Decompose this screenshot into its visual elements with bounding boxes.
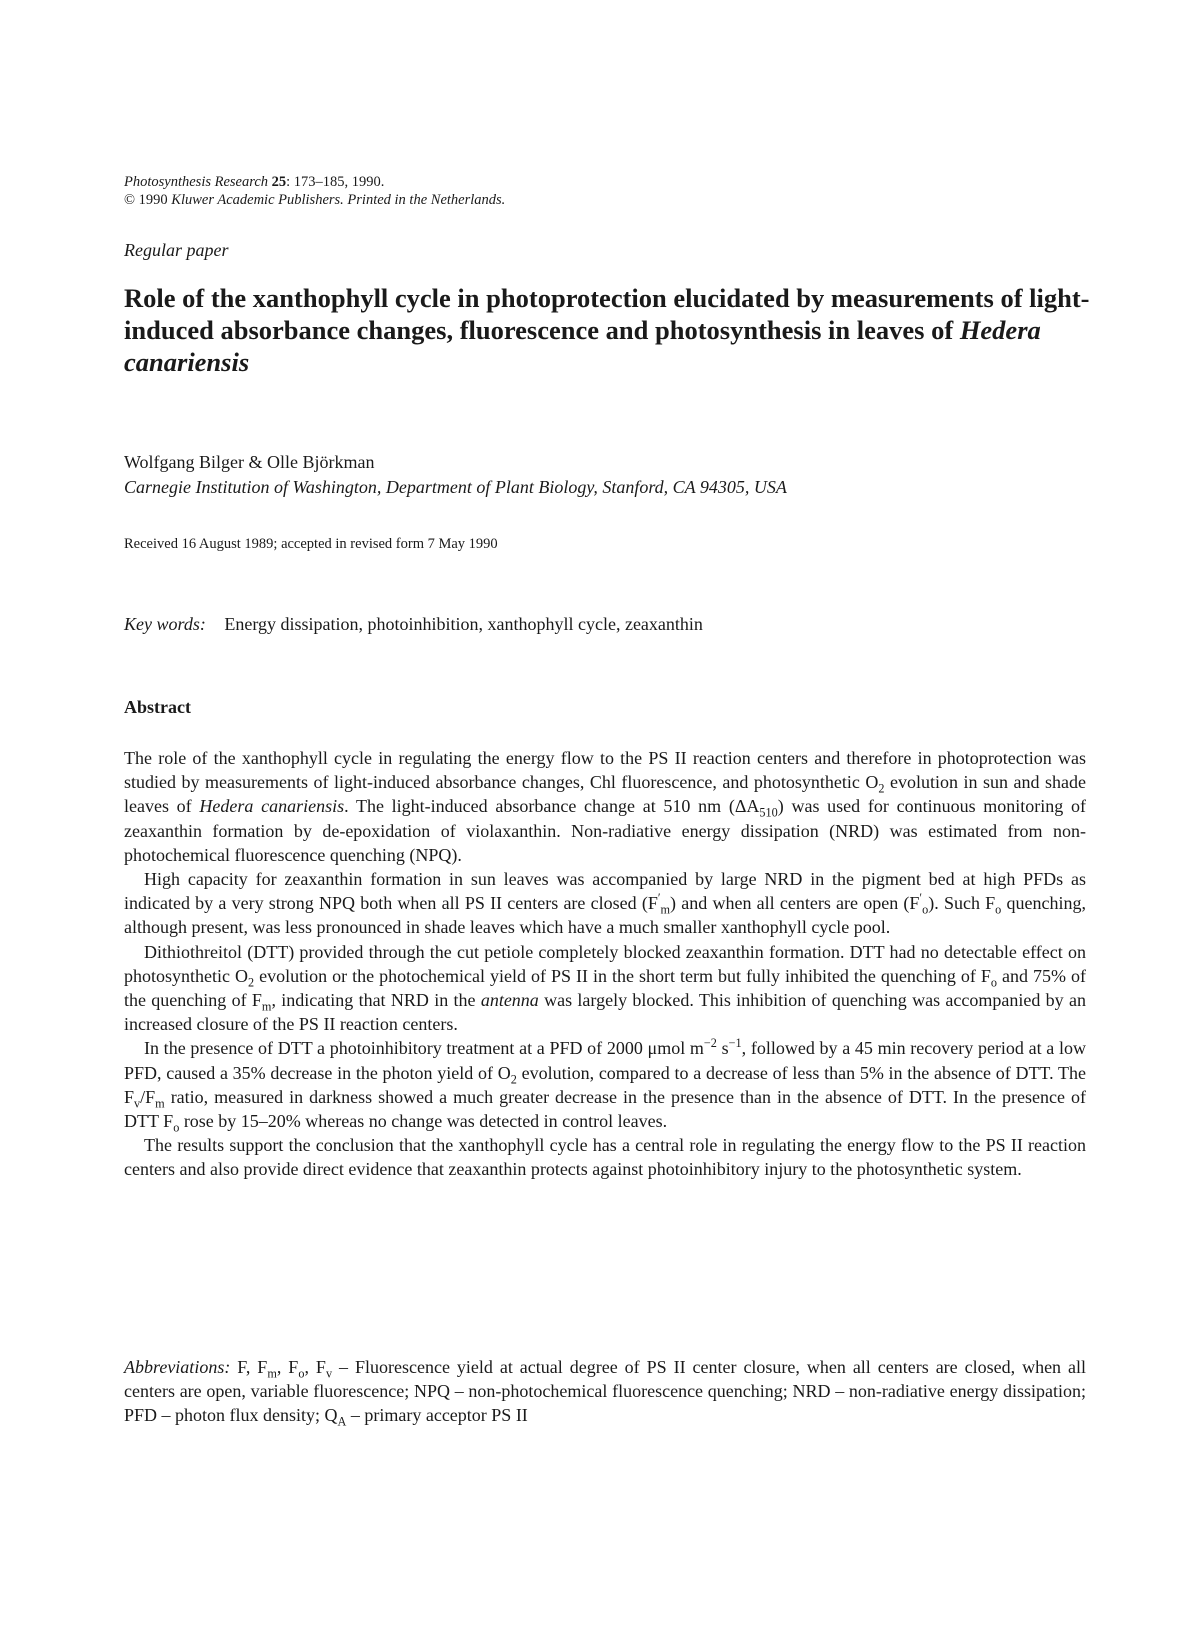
subscript: m: [660, 902, 671, 917]
text-run: quenching, although present, was less pronounced in shade leaves which have a much smaller xanthophyll cycle pool.: [124, 893, 1086, 938]
journal-line: [124, 173, 505, 191]
paper-title: [124, 282, 1104, 378]
abstract-paragraph-4: [124, 1036, 1086, 1133]
subscript: o: [995, 902, 1002, 917]
italic-term: antenna: [480, 990, 539, 1011]
received-dates: Received 16 August 1989; accepted in revised form 7 May 1990: [124, 536, 498, 552]
title-species: Hedera canariensis: [124, 315, 1041, 377]
journal-pages: : 173–185, 1990.: [286, 174, 385, 190]
subscript: v: [325, 1366, 333, 1381]
text-run: In the presence of DTT a photoinhibitory treatment at a PFD of 2000 μmol m: [144, 1038, 704, 1059]
subscript: 2: [510, 1072, 517, 1087]
abstract-paragraph-3: [124, 940, 1086, 1037]
text-run: /F: [140, 1086, 156, 1107]
subscript: 2: [878, 781, 885, 796]
authors: Wolfgang Bilger & Olle Björkman: [124, 452, 375, 472]
publisher-line: Kluwer Academic Publishers. Printed in the Netherlands.: [171, 192, 506, 208]
superscript: −1: [728, 1036, 742, 1051]
text-run: ) was used for continuous monitoring of zeaxanthin formation by de-epoxidation of violaxanthin. Non-radiative energy dissipation (NRD) was estimated from non-photochemical fluorescence quenching (NPQ).: [124, 796, 1086, 865]
text-run: – primary acceptor PS II: [346, 1405, 528, 1425]
subscript: o: [298, 1366, 305, 1381]
subscript: o: [990, 975, 998, 990]
text-run: , F: [276, 1357, 299, 1377]
subscript: m: [267, 1366, 277, 1381]
text-run: evolution, compared to a decrease of less than 5% in the absence of DTT. The F: [124, 1062, 1086, 1107]
text-run: The role of the xanthophyll cycle in regulating the energy flow to the PS II reaction centers and therefore in photoprotection was studied by measurements of light-induced absorbance changes, Chl fluorescence, and photosynthetic O: [124, 748, 1086, 793]
text-run: evolution in sun and shade leaves of: [124, 772, 1086, 817]
text-run: High capacity for zeaxanthin formation in sun leaves was accompanied by large NRD in the pigment bed at high PFDs as indicated by a very strong NPQ both when all PS II centers are closed (F: [124, 869, 1086, 914]
abstract-paragraph-2: [124, 867, 1086, 940]
abbreviations: [124, 1355, 1086, 1427]
journal-citation: [124, 173, 505, 209]
subscript: o: [922, 902, 929, 917]
superscript: −2: [703, 1036, 717, 1051]
journal-name: Photosynthesis Research: [124, 174, 269, 190]
text-run: F, F: [230, 1357, 268, 1377]
paper-type: Regular paper: [124, 240, 229, 260]
text-run: evolution or the photochemical yield of PS II in the short term but fully inhibited the quenching of F: [254, 965, 991, 986]
journal-volume: 25: [271, 174, 287, 190]
subscript: v: [134, 1096, 141, 1111]
copyright-symbol: ©: [124, 192, 136, 208]
abstract-paragraph-5: The results support the conclusion that the xanthophyll cycle has a central role in regulating the energy flow to the PS II reaction centers and also provide direct evidence that zeaxanthin protects against photoinhibitory injury to the photosynthetic system.: [124, 1135, 1086, 1180]
copyright-year: 1990: [138, 192, 168, 208]
text-run: . The light-induced absorbance change at 510 nm (ΔA: [344, 796, 760, 817]
keywords-label: Key words:: [124, 614, 206, 634]
subscript: m: [155, 1096, 165, 1111]
superscript: ′: [657, 891, 661, 906]
superscript: ′: [919, 891, 923, 906]
subscript: o: [173, 1120, 180, 1135]
text-run: ). Such F: [928, 893, 996, 914]
subscript: A: [337, 1414, 347, 1429]
keywords-text: Energy dissipation, photoinhibition, xanthophyll cycle, zeaxanthin: [224, 614, 703, 634]
abstract-heading: Abstract: [124, 697, 191, 717]
subscript: 510: [759, 806, 778, 820]
text-run: , indicating that NRD in the: [271, 990, 481, 1011]
affiliation: Carnegie Institution of Washington, Department of Plant Biology, Stanford, CA 94305, USA: [124, 477, 787, 497]
text-run: – Fluorescence yield at actual degree of PS II center closure, when all centers are closed, when all centers are open, variable fluorescence; NPQ – non-photochemical fluorescence quenching; NRD – non-radiative energy dissipation; PFD – photon flux density; Q: [124, 1357, 1087, 1425]
subscript: m: [261, 999, 272, 1014]
abstract-paragraph-1: [124, 746, 1086, 867]
text-run: ) and when all centers are open (F: [670, 893, 920, 914]
text-run: s: [716, 1038, 729, 1059]
text-run: and 75% of the quenching of F: [124, 965, 1086, 1011]
abbreviations-label: Abbreviations:: [124, 1357, 231, 1377]
abstract-body: [124, 746, 1086, 1182]
title-main: Role of the xanthophyll cycle in photoprotection elucidated by measurements of light-induced absorbance changes, fluorescence and photosynthesis in leaves of: [124, 283, 1090, 345]
copyright-line: [124, 191, 505, 209]
text-run: , followed by a 45 min recovery period at a low PFD, caused a 35% decrease in the photon yield of O: [124, 1038, 1086, 1083]
text-run: Dithiothreitol (DTT) provided through the cut petiole completely blocked zeaxanthin formation. DTT had no detectable effect on photosynthetic O: [124, 941, 1086, 986]
text-run: was largely blocked. This inhibition of quenching was accompanied by an increased closure of the PS II reaction centers.: [124, 990, 1086, 1035]
text-run: ratio, measured in darkness showed a much greater decrease in the presence than in the absence of DTT. In the presence of DTT F: [124, 1086, 1086, 1132]
text-run: rose by 15–20% whereas no change was detected in control leaves.: [179, 1111, 668, 1132]
text-run: , F: [304, 1357, 326, 1377]
subscript: 2: [247, 975, 255, 990]
keywords: [124, 614, 703, 635]
species-name: Hedera canariensis: [199, 796, 345, 817]
